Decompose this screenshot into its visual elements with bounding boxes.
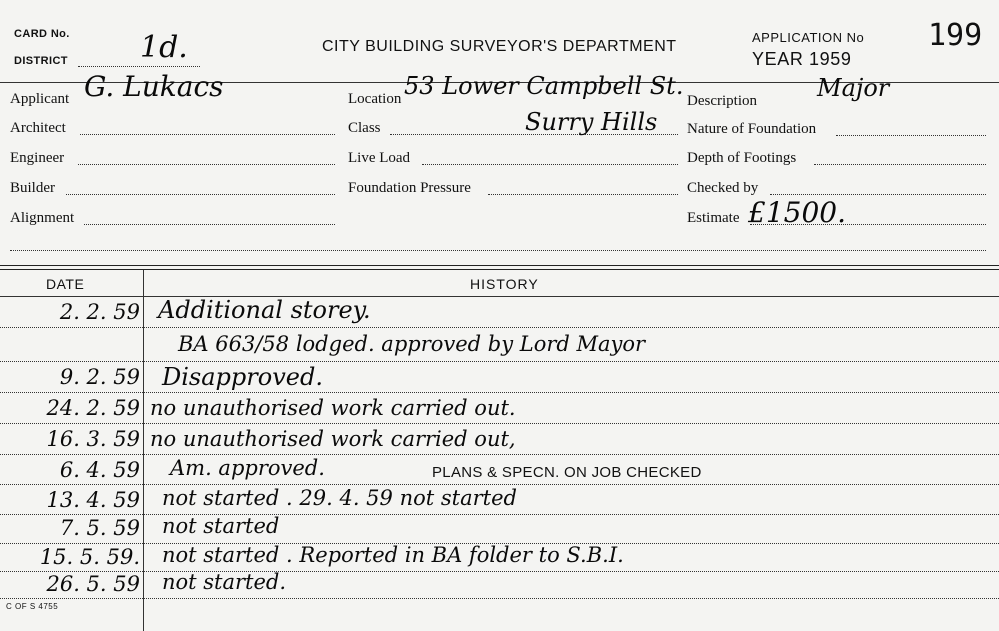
row-line <box>0 598 999 599</box>
history-entry: not started . 29. 4. 59 not started <box>162 486 517 510</box>
history-entry: no unauthorised work carried out, <box>150 427 516 451</box>
table-header-rule <box>0 296 999 297</box>
checked-stamp: PLANS & SPECN. ON JOB CHECKED <box>432 464 702 481</box>
table-top-rule-2 <box>0 269 999 270</box>
class-label: Class <box>348 120 381 136</box>
history-entry: Additional storey. <box>158 296 371 324</box>
engineer-label: Engineer <box>10 150 65 166</box>
foundation-pressure-label: Foundation Pressure <box>348 180 471 196</box>
row-line <box>0 423 999 424</box>
builder-line <box>66 194 335 195</box>
engineer-line <box>78 164 335 165</box>
form-code: C OF S 4755 <box>6 602 59 611</box>
application-no-value: 199 <box>928 18 983 53</box>
history-date: 15. 5. 59. <box>39 545 140 569</box>
history-entry: no unauthorised work carried out. <box>150 396 516 420</box>
history-entry: not started. <box>162 570 287 594</box>
nature-of-foundation-line <box>836 135 986 136</box>
card-no-label: CARD No. <box>14 28 70 40</box>
builder-label: Builder <box>10 180 55 196</box>
depth-of-footings-label: Depth of Footings <box>687 150 797 166</box>
estimate-label: Estimate <box>687 210 740 226</box>
location-value: 53 Lower Campbell St. <box>404 72 684 100</box>
architect-label: Architect <box>10 120 66 136</box>
row-line <box>0 484 999 485</box>
depth-of-footings-line <box>814 164 986 165</box>
date-column-divider <box>143 270 144 631</box>
date-column-header: DATE <box>46 276 85 292</box>
description-value: Major <box>817 74 890 102</box>
foundation-pressure-line <box>488 194 678 195</box>
row-line <box>0 327 999 328</box>
estimate-value: £1500. <box>748 196 846 229</box>
table-top-rule <box>0 265 999 266</box>
applicant-label: Applicant <box>10 91 70 107</box>
history-entry: Am. approved. <box>170 456 325 480</box>
history-date: 2. 2. 59 <box>59 300 140 324</box>
checked-by-line <box>770 194 986 195</box>
history-column-header: HISTORY <box>470 276 539 292</box>
history-date: 24. 2. 59 <box>46 396 140 420</box>
district-value: 1d. <box>140 30 188 65</box>
row-line <box>0 392 999 393</box>
architect-line <box>80 134 335 135</box>
class-value: Surry Hills <box>525 108 658 136</box>
history-entry: not started . Reported in BA folder to S.B.I. <box>162 543 624 567</box>
history-date: 6. 4. 59 <box>59 458 140 482</box>
description-label: Description <box>687 93 757 109</box>
district-underline <box>78 66 200 67</box>
fields-bottom-line <box>10 250 986 251</box>
history-date: 9. 2. 59 <box>59 365 140 389</box>
applicant-value: G. Lukacs <box>84 70 224 103</box>
live-load-line <box>422 164 678 165</box>
location-label: Location <box>348 91 402 107</box>
history-date: 13. 4. 59 <box>46 488 140 512</box>
history-entry: not started <box>162 514 280 538</box>
live-load-label: Live Load <box>348 150 411 166</box>
year-label: YEAR 1959 <box>752 49 852 69</box>
history-date: 26. 5. 59 <box>46 572 140 596</box>
checked-by-label: Checked by <box>687 180 759 196</box>
row-line <box>0 454 999 455</box>
district-label: DISTRICT <box>14 55 68 67</box>
department-title: CITY BUILDING SURVEYOR'S DEPARTMENT <box>322 38 677 55</box>
history-entry: BA 663/58 lodged. approved by Lord Mayor <box>178 332 646 356</box>
alignment-line <box>84 224 335 225</box>
row-line <box>0 571 999 572</box>
alignment-label: Alignment <box>10 210 75 226</box>
application-no-label: APPLICATION No <box>752 30 865 45</box>
row-line <box>0 361 999 362</box>
history-date: 7. 5. 59 <box>59 516 140 540</box>
history-date: 16. 3. 59 <box>46 427 140 451</box>
history-entry: Disapproved. <box>162 363 323 391</box>
row-line <box>0 514 999 515</box>
nature-of-foundation-label: Nature of Foundation <box>687 121 817 137</box>
